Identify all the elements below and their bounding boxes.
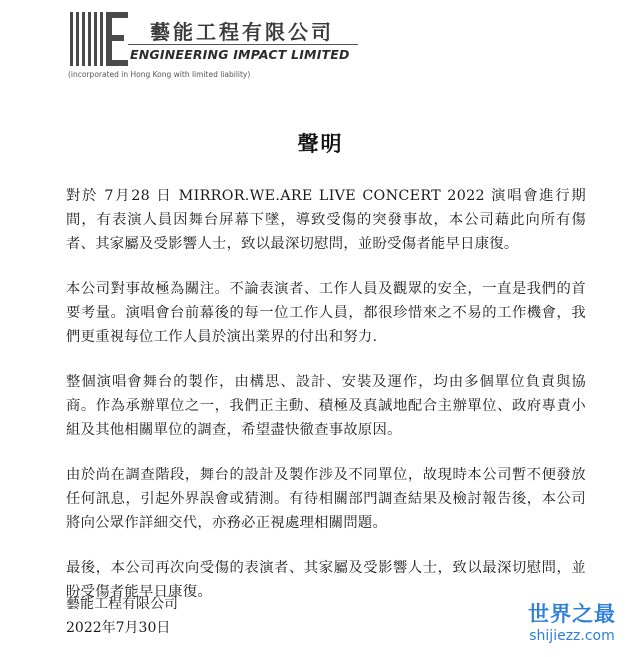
page-title: 聲明 bbox=[297, 132, 344, 156]
company-name-chinese: 藝能工程有限公司 bbox=[150, 20, 334, 44]
paragraph-1: 對於 7月28 日 MIRROR.WE.ARE LIVE CONCERT 2022 演唱會進行期間，有表演人員因舞台屏幕下墜，導致受傷的突發事故，本公司藉此向所有傷者、其家屬及受影響人士，致以最深切慰問，並盼受傷者能早日康復。 bbox=[66, 188, 586, 252]
company-name-english: ENGINEERING IMPACT LIMITED bbox=[130, 47, 350, 62]
incorporation-note: (incorporated in Hong Kong with limited liability) bbox=[68, 70, 251, 79]
paragraph-3: 整個演唱會舞台的製作，由構思、設計、安裝及運作，均由多個單位負責與協商。作為承辦單位之一，我們正主動、積極及真誠地配合主辦單位、政府專責小組及其他相關單位的調查，希望盡快徹查事故原因。 bbox=[66, 374, 586, 438]
statement-body bbox=[66, 184, 586, 625]
signature-block bbox=[66, 592, 178, 640]
watermark-url: shijiezz.com bbox=[529, 628, 615, 644]
paragraph-4: 由於尚在調查階段，舞台的設計及製作涉及不同單位，故現時本公司暫不便發放任何訊息，引起外界誤會或猜測。有待相關部門調查結果及檢討報告後，本公司將向公眾作詳細交代，亦務必正視處理相關問題。 bbox=[66, 467, 586, 531]
watermark-text: 世界之最 bbox=[528, 602, 616, 626]
paragraph-2: 本公司對事故極為關注。不論表演者、工作人員及觀眾的安全，一直是我們的首要考量。演唱會台前幕後的每一位工作人員，都很珍惜來之不易的工作機會，我們更重視每位工作人員於演出業界的付出和努力. bbox=[66, 281, 586, 345]
signature-company: 藝能工程有限公司 bbox=[66, 596, 178, 612]
signature-date: 2022年7月30日 bbox=[66, 620, 171, 636]
watermark bbox=[517, 601, 627, 649]
company-logo-icon bbox=[68, 10, 130, 68]
letterhead-divider bbox=[128, 44, 358, 45]
letterhead-logo bbox=[68, 10, 368, 82]
paragraph-5: 最後，本公司再次向受傷的表演者、其家屬及受影響人士，致以最深切慰問，並盼受傷者能早日康復。 bbox=[66, 560, 586, 600]
